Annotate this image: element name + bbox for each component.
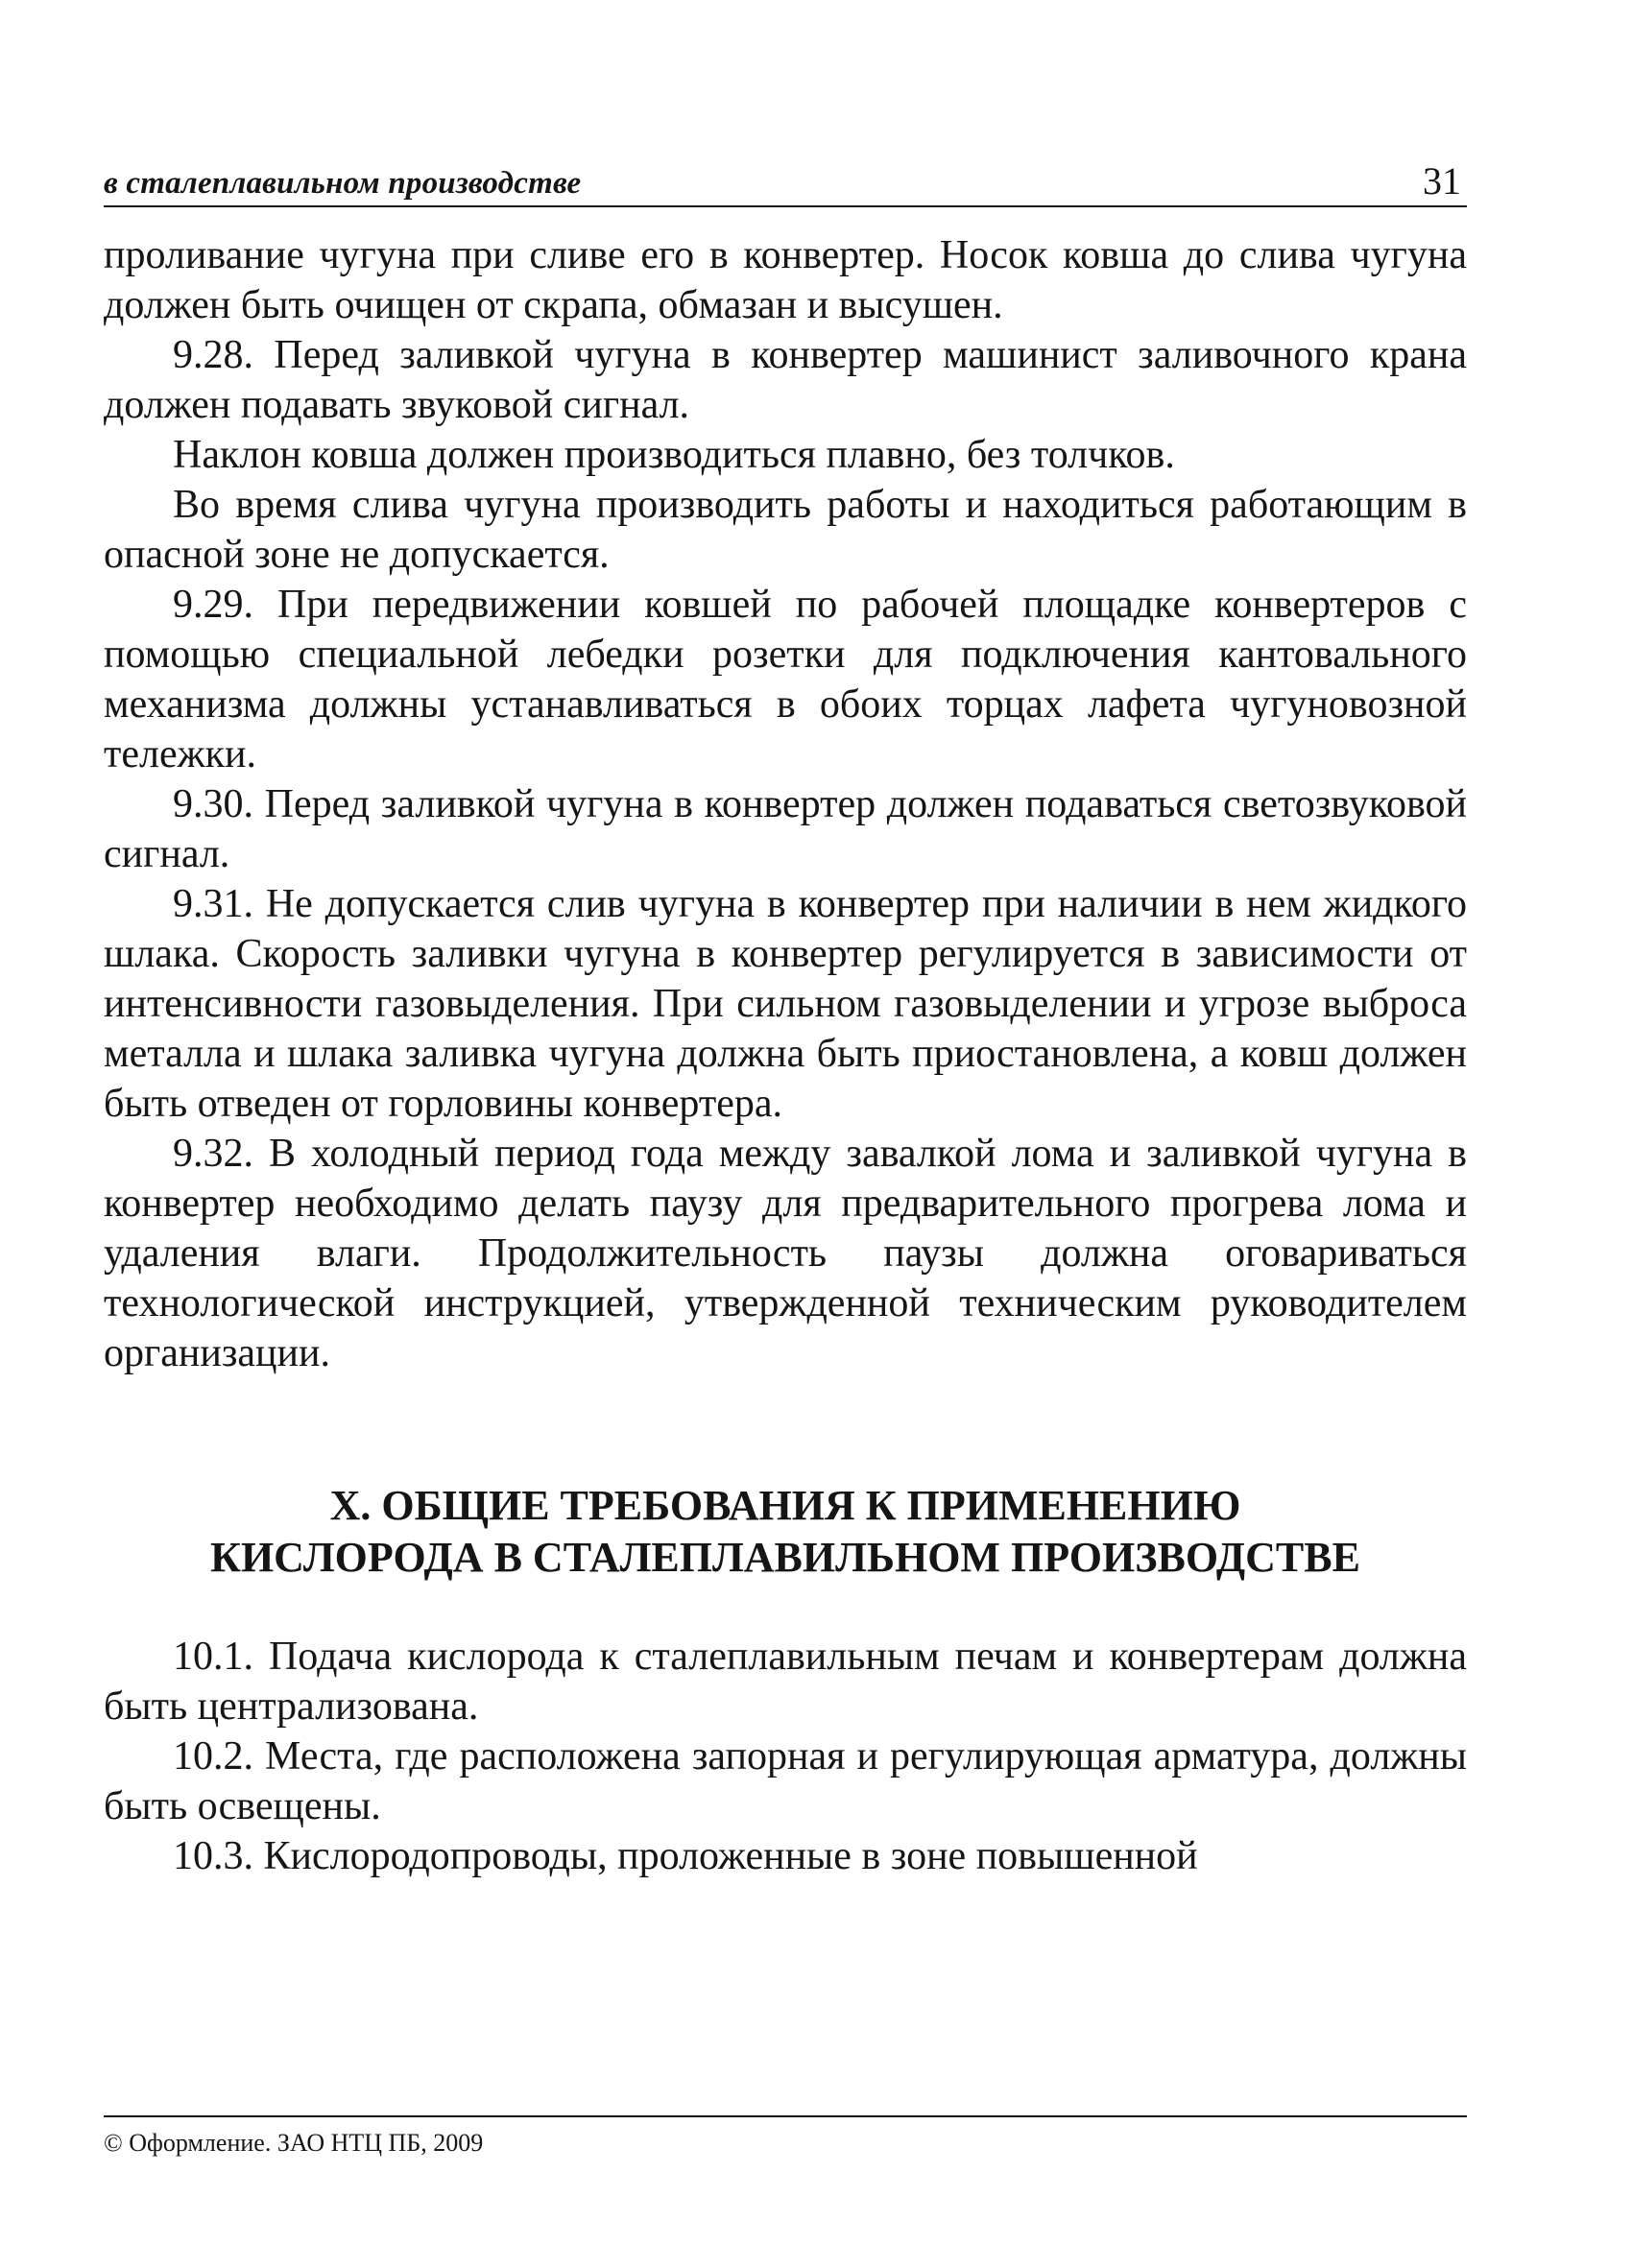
paragraph-9-31: 9.31. Не допускается слив чугуна в конвертер при наличии в нем жидкого шлака. Скорость заливки чугуна в конвертер регулируется в зависимости от интенсивности газовыделения. При сильном газовыделении и угрозе выброса металла и шлака заливка чугуна должна быть приостановлена, а ковш должен быть отведен от горловины конвертера. xyxy=(104,882,1467,1126)
paragraph-9-29: 9.29. При передвижении ковшей по рабочей площадке конвертеров с помощью специальной лебедки розетки для подключения кантовального механизма должны устанавливаться в обоих торцах лафета чугуновозной тележки. xyxy=(104,583,1467,776)
footer-copyright: © Оформление. ЗАО НТЦ ПБ, 2009 xyxy=(104,2129,484,2157)
page-number: 31 xyxy=(1423,159,1461,203)
footer-rule xyxy=(104,2115,1467,2117)
section-heading-line1: X. ОБЩИЕ ТРЕБОВАНИЯ К ПРИМЕНЕНИЮ xyxy=(329,1482,1241,1529)
running-header xyxy=(104,154,1467,207)
paragraph-continuation: проливание чугуна при сливе его в конвертер. Носок ковша до слива чугуна должен быть очищен от скрапа, обмазан и высушен. xyxy=(104,233,1467,327)
paragraph-9-28: 9.28. Перед заливкой чугуна в конвертер машинист заливочного крана должен подавать звуковой сигнал. xyxy=(104,333,1467,427)
paragraph-10-2: 10.2. Места, где расположена запорная и регулирующая арматура, должны быть освещены. xyxy=(104,1734,1467,1828)
page-body xyxy=(104,230,1467,1881)
paragraph-ladle-tilt: Наклон ковша должен производиться плавно, без толчков. xyxy=(173,433,1175,477)
paragraph-9-32: 9.32. В холодный период года между завалкой лома и заливкой чугуна в конвертер необходимо делать паузу для предварительного прогрева лома и удаления влаги. Продолжительность паузы должна оговариваться технологической инструкцией, утвержденной техническим руководителем организации. xyxy=(104,1132,1467,1375)
paragraph-10-3: 10.3. Кислородопроводы, проложенные в зоне повышенной xyxy=(173,1834,1198,1878)
section-heading-line2: КИСЛОРОДА В СТАЛЕПЛАВИЛЬНОМ ПРОИЗВОДСТВЕ xyxy=(210,1534,1360,1581)
running-header-title: в сталеплавильном производстве xyxy=(104,166,582,201)
paragraph-danger-zone: Во время слива чугуна производить работы и находиться работающим в опасной зоне не допускается. xyxy=(104,483,1467,577)
section-heading xyxy=(104,1480,1467,1584)
header-rule xyxy=(104,205,1467,207)
paragraph-9-30: 9.30. Перед заливкой чугуна в конвертер должен подаваться светозвуковой сигнал. xyxy=(104,782,1467,876)
paragraph-10-1: 10.1. Подача кислорода к сталеплавильным печам и конвертерам должна быть централизована. xyxy=(104,1635,1467,1729)
